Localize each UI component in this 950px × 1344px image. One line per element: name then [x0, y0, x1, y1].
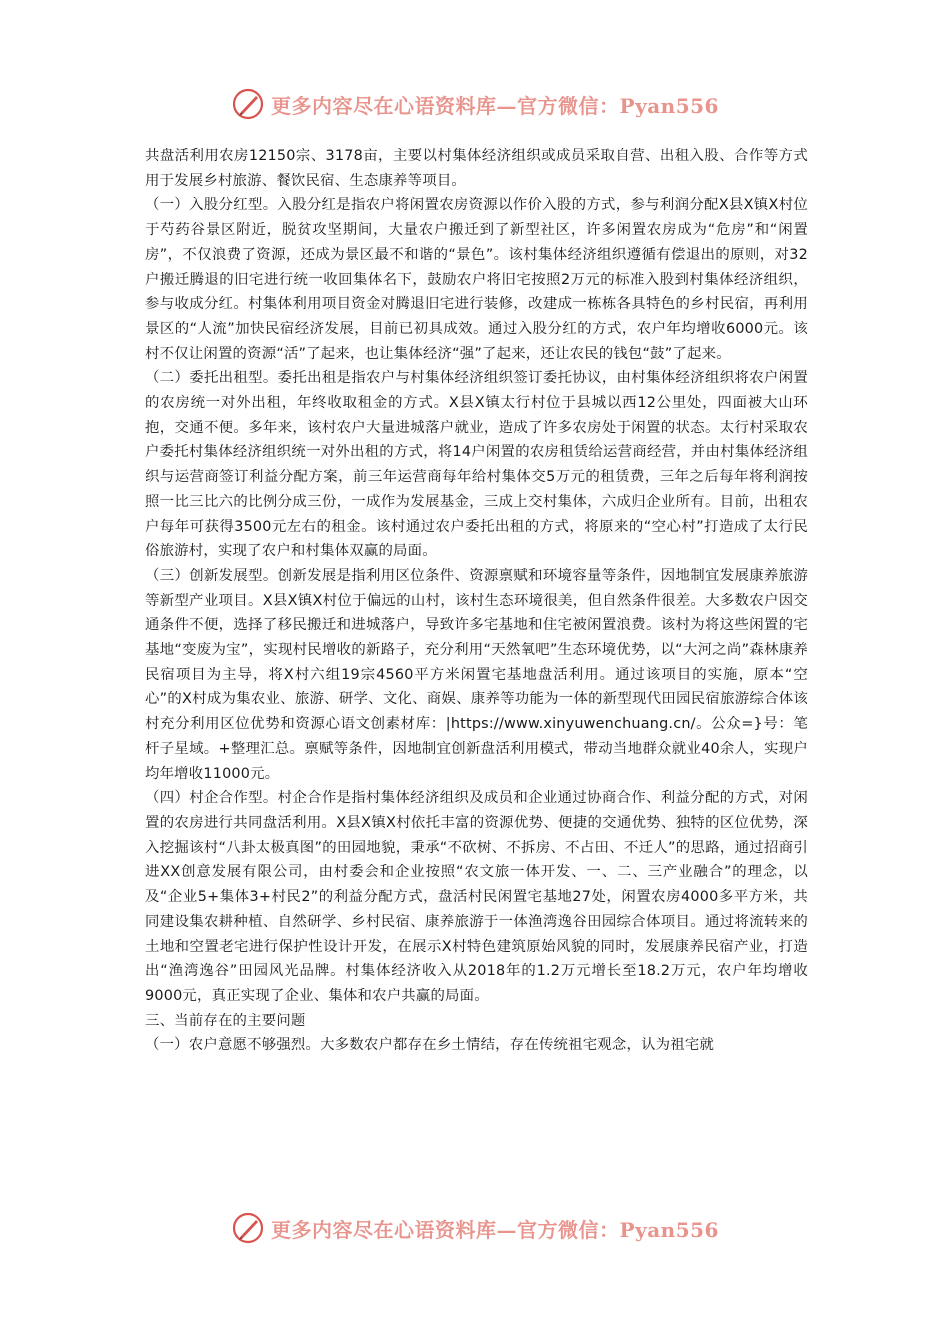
footer-banner — [0, 1208, 950, 1248]
paragraph-innovative-development: （三）创新发展型。创新发展是指利用区位条件、资源禀赋和环境容量等条件，因地制宜发展康养旅游等新型产业项目。X县X镇X村位于偏远的山村，该村生态环境很美，但自然条件很差。大多数农户因交通条件不便，选择了移民搬迁和进城落户，导致许多宅基地和住宅被闲置浪费。该村为将这些闲置的宅基地“变废为宝”，实现村民增收的新路子，充分利用“天然氧吧”生态环境优势，以“大河之尚”森林康养民宿项目为主导，将X村六组19宗4560平方米闲置宅基地盘活利用。通过该项目的实施，原本“空心”的X村成为集农业、旅游、研学、文化、商娱、康养等功能为一体的新型现代田园民宿旅游综合体该村充分利用区位优势和资源心语文创素材库：|https://www.xinyuwenchuang.cn/。公众=}号：笔杆子星域。+整理汇总。禀赋等条件，因地制宜创新盘活利用模式，带动当地群众就业40余人，实现户均年增收11000元。 — [145, 567, 808, 782]
footer-banner-text: 更多内容尽在心语资料库—官方微信：Pyan556 — [271, 1217, 719, 1242]
paragraph-intro: 共盘活利用农房12150宗、3178亩，主要以村集体经济组织或成员采取自营、出租入股、合作等方式用于发展乡村旅游、餐饮民宿、生态康养等项目。 — [145, 148, 808, 189]
paragraph-entrusted-rental: （二）委托出租型。委托出租是指农户与村集体经济组织签订委托协议，由村集体经济组织将农户闲置的农房统一对外出租，年终收取租金的方式。X县X镇太行村位于县城以西12公里处，四面被大山环抱，交通不便。多年来，该村农户大量进城落户就业，造成了许多农房处于闲置的状态。太行村采取农户委托村集体经济组织统一对外出租的方式，将14户闲置的农房租赁给运营商经营，并由村集体经济组织与运营商签订利益分配方案，前三年运营商每年给村集体交5万元的租赁费，三年之后每年将利润按照一比三比六的比例分成三份，一成作为发展基金，三成上交村集体，六成归企业所有。目前，出租农户每年可获得3500元左右的租金。该村通过农户委托出租的方式，将原来的“空心村”打造成了太行民俗旅游村，实现了农户和村集体双赢的局面。 — [145, 370, 808, 560]
document-body — [145, 144, 808, 1058]
pen-logo-icon — [231, 87, 265, 121]
header-banner — [0, 84, 950, 124]
paragraph-village-enterprise: （四）村企合作型。村企合作是指村集体经济组织及成员和企业通过协商合作、利益分配的方式，对闲置的农房进行共同盘活利用。X县X镇X村依托丰富的资源优势、便捷的交通优势、独特的区位优势，深入挖掘该村“八卦太极真图”的田园地貌，秉承“不砍树、不拆房、不占田、不迁人”的思路，通过招商引进XX创意发展有限公司，由村委会和企业按照“农文旅一体开发、一、二、三产业融合”的理念，以及“企业5+集体3+村民2”的利益分配方式，盘活村民闲置宅基地27处，闲置农房4000多平方米，共同建设集农耕种植、自然研学、乡村民宿、康养旅游于一体渔湾逸谷田园综合体项目。通过将流转来的土地和空置老宅进行保护性设计开发，在展示X村特色建筑原始风貌的同时，发展康养民宿产业，打造出“渔湾逸谷”田园风光品牌。村集体经济收入从2018年的1.2万元增长至18.2万元，农户年均增收9000元，真正实现了企业、集体和农户共赢的局面。 — [145, 790, 808, 1004]
pen-logo-icon — [231, 1211, 265, 1245]
header-banner-text: 更多内容尽在心语资料库—官方微信：Pyan556 — [271, 93, 719, 118]
paragraph-farmer-willingness: （一）农户意愿不够强烈。大多数农户都存在乡土情结，存在传统祖宅观念，认为祖宅就 — [145, 1037, 715, 1054]
paragraph-equity-dividend: （一）入股分红型。入股分红是指农户将闲置农房资源以作价入股的方式，参与利润分配X县X镇X村位于芍药谷景区附近，脱贫攻坚期间，大量农户搬迁到了新型社区，许多闲置农房成为“危房”和“闲置房”，不仅浪费了资源，还成为景区最不和谐的“景色”。该村集体经济组织遵循有偿退出的原则，对32户搬迁腾退的旧宅进行统一收回集体名下，鼓励农户将旧宅按照2万元的标准入股到村集体经济组织，参与收成分红。村集体利用项目资金对腾退旧宅进行装修，改建成一栋栋各具特色的乡村民宿，再利用景区的“人流”加快民宿经济发展，目前已初具成效。通过入股分红的方式，农户年均增收6000元。该村不仅让闲置的资源“活”了起来，也让集体经济“强”了起来，还让农民的钱包“鼓”了起来。 — [145, 197, 808, 362]
section-heading-problems: 三、当前存在的主要问题 — [145, 1012, 306, 1029]
